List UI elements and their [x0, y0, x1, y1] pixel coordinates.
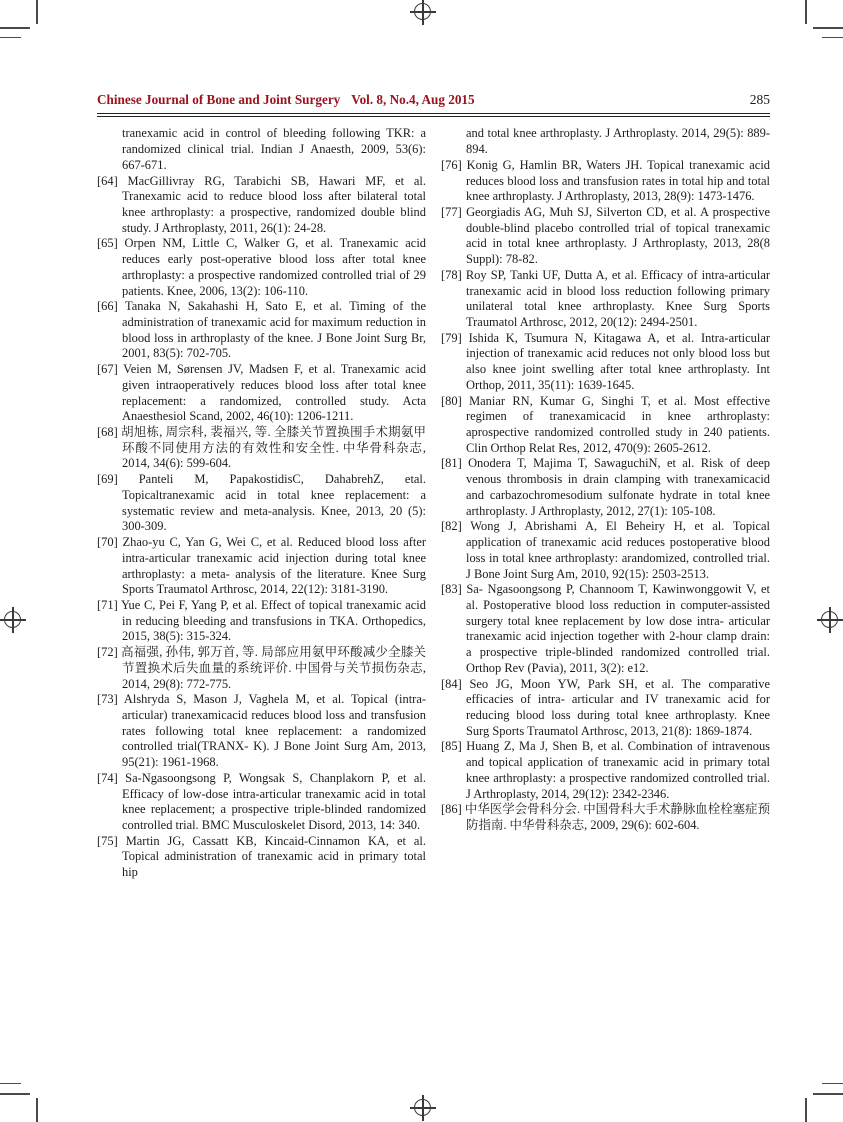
reference-item-73: [97, 692, 426, 771]
reference-number: [83]: [441, 582, 462, 597]
reference-text: Veien M, Sørensen JV, Madsen F, et al. Tranexamic acid given intraoperatively reduces blood loss after total knee replacement: a randomized, controlled study. Acta Anaesthesiol Scand, 2002, 46(10): 1206-1211.: [122, 362, 426, 424]
reference-number: [80]: [441, 393, 462, 408]
reference-continuation: [97, 126, 426, 173]
reference-item-77: [441, 205, 770, 268]
reference-continuation: [441, 126, 770, 157]
registration-mark-left-middle-icon: [0, 607, 26, 633]
reference-number: [75]: [97, 833, 118, 848]
reference-number: [69]: [97, 472, 118, 487]
reference-text: MacGillivray RG, Tarabichi SB, Hawari MF, et al. Tranexamic acid to reduce blood loss after bilateral total knee arthroplasty: a prospective, randomized double blind study. J Arthroplasty, 2011, 26(1): 24-28.: [122, 173, 426, 235]
reference-text: Huang Z, Ma J, Shen B, et al. Combination of intravenous and topical application of tranexamic acid in primary total knee arthroplasty: a prospective randomized controlled trial. J Arthroplasty, 2014, 29(12): 2342-2346.: [466, 739, 771, 801]
reference-number: [72]: [97, 645, 118, 660]
reference-columns: [97, 126, 770, 881]
reference-number: [70]: [97, 535, 118, 550]
reference-number: [66]: [97, 299, 118, 314]
reference-text: Roy SP, Tanki UF, Dutta A, et al. Efficacy of intra-articular tranexamic acid in blood loss reduction following primary unilateral total knee arthroplasty. Knee Surg Sports Traumatol Arthrosc, 2012, 20(12): 2494-2501.: [465, 267, 770, 330]
reference-item-81: [441, 456, 770, 519]
reference-text: 中华医学会骨科分会. 中国骨科大手术静脉血栓栓塞症预防指南. 中华骨科杂志, 2009, 29(6): 602-604.: [464, 802, 771, 833]
reference-text: Martin JG, Cassatt KB, Kincaid-Cinnamon KA, et al. Topical administration of tranexamic acid in primary total hip: [122, 833, 426, 880]
reference-text: Konig G, Hamlin BR, Waters JH. Topical tranexamic acid reduces blood loss and transfusion rates in total hip and total knee arthroplasty. J Arthroplasty, 2013, 28(9): 1473-1476.: [466, 157, 770, 204]
reference-number: [78]: [441, 267, 462, 282]
left-column: [97, 126, 426, 881]
reference-number: [76]: [441, 157, 462, 172]
reference-text: 胡旭栋, 周宗科, 裴福兴, 等. 全膝关节置换围手术期氨甲环酸不同使用方法的有效性和安全性. 中华骨科杂志, 2014, 34(6): 599-604.: [121, 425, 426, 471]
reference-text: and total knee arthroplasty. J Arthroplasty. 2014, 29(5): 889-894.: [466, 126, 770, 157]
reference-text: Maniar RN, Kumar G, Singhi T, et al. Most effective regimen of tranexamicacid in knee arthroplasty: aprospective randomized controlled study in 240 patients. Clin Orthop Relat Res, 2012, 470(9): 2605-2612.: [466, 393, 770, 455]
reference-text: Tanaka N, Sakahashi H, Sato E, et al. Timing of the administration of tranexamic acid for maximum reduction in blood loss in arthroplasty of the knee. J Bone Joint Surg Br, 2001, 83(5): 702-705.: [122, 299, 427, 361]
reference-number: [84]: [441, 676, 462, 691]
reference-number: [81]: [441, 456, 462, 471]
reference-item-79: [441, 331, 770, 394]
journal-name: Chinese Journal of Bone and Joint Surgery: [97, 92, 341, 107]
reference-number: [77]: [441, 204, 462, 219]
reference-item-68: [97, 425, 426, 472]
reference-number: [64]: [97, 173, 118, 188]
reference-item-78: [441, 268, 770, 331]
reference-number: [79]: [441, 330, 462, 345]
reference-text: Ishida K, Tsumura N, Kitagawa A, et al. Intra-articular injection of tranexamic acid reduces not only blood loss but also knee joint swelling after total knee arthroplasty. Int Orthop, 2011, 35(11): 1639-1645.: [466, 330, 770, 392]
page-header: [97, 92, 770, 108]
journal-issue: Vol. 8, No.4, Aug 2015: [351, 92, 475, 107]
reference-text: Wong J, Abrishami A, El Beheiry H, et al. Topical application of tranexamic acid reduces postoperative blood loss in total knee arthroplasty: arandomized, controlled trial. J Bone Joint Surg Am, 2010, 92(15): 2503-2513.: [466, 519, 771, 581]
reference-item-65: [97, 236, 426, 299]
reference-number: [67]: [97, 362, 118, 377]
reference-number: [85]: [441, 739, 462, 754]
reference-number: [68]: [97, 425, 118, 440]
reference-item-69: [97, 472, 426, 535]
reference-number: [71]: [97, 597, 118, 612]
reference-item-84: [441, 677, 770, 740]
reference-item-66: [97, 299, 426, 362]
reference-item-72: [97, 645, 426, 692]
reference-item-70: [97, 535, 426, 598]
registration-mark-bottom-center-icon: [410, 1095, 436, 1121]
reference-item-64: [97, 174, 426, 237]
reference-text: Zhao-yu C, Yan G, Wei C, et al. Reduced blood loss after intra-articular tranexamic acid injection during total knee arthroplasty: a meta- analysis of the literature. Knee Surg Sports Traumatol Arthrosc, 2014, 22(12): 3181-3190.: [122, 535, 426, 597]
reference-text: Orpen NM, Little C, Walker G, et al. Tranexamic acid reduces early post-operative blood loss after total knee arthroplasty: a prospective randomized controlled trial of 29 patients. Knee, 2006, 13(2): 106-110.: [122, 236, 427, 298]
reference-text: Onodera T, Majima T, SawaguchiN, et al. Risk of deep venous thrombosis in drain clamping with tranexamicacid and carbazochromesodium sulfonate hydrate in total knee arthroplasty. J Arthroplasty, 2012, 27(1): 105-108.: [466, 456, 770, 518]
journal-title: [97, 92, 475, 108]
right-column: [441, 126, 770, 881]
reference-item-86: [441, 802, 770, 833]
reference-item-74: [97, 771, 426, 834]
reference-text: Sa- Ngasoongsong P, Channoom T, Kawinwonggowit V, et al. Postoperative blood loss reduction in computer-assisted surgery total knee replacement by low dose intra- articular tranexamic acid injection together with 2-hour clamp drain: a prospective triple-blinded randomized controlled trial. Orthop Rev (Pavia), 2011, 3(2): e12.: [466, 582, 770, 675]
registration-mark-top-center-icon: [410, 0, 436, 25]
reference-item-85: [441, 739, 770, 802]
reference-number: [82]: [441, 519, 462, 534]
reference-text: tranexamic acid in control of bleeding following TKR: a randomized clinical trial. Indian J Anaesth, 2009, 53(6): 667-671.: [122, 126, 426, 172]
reference-text: Sa-Ngasoongsong P, Wongsak S, Chanplakorn P, et al. Efficacy of low-dose intra-articular tranexamic acid in total knee replacement; a prospective triple-blinded randomized controlled trial. BMC Musculoskelet Disord, 2013, 14: 340.: [122, 770, 426, 833]
reference-item-80: [441, 394, 770, 457]
reference-item-82: [441, 519, 770, 582]
reference-text: Panteli M, PapakostidisC, DahabrehZ, etal. Topicaltranexamic acid in total knee replacement: a systematic review and meta-analysis. Knee, 2013, 20 (5): 300-309.: [122, 472, 426, 534]
header-rule: [97, 113, 770, 117]
reference-item-76: [441, 158, 770, 205]
reference-number: [73]: [97, 692, 118, 707]
reference-text: 高福强, 孙伟, 郭万首, 等. 局部应用氨甲环酸减少全膝关节置换术后失血量的系统评价. 中国骨与关节损伤杂志, 2014, 29(8): 772-775.: [121, 645, 426, 691]
page-number: 285: [749, 92, 770, 107]
reference-number: [74]: [97, 770, 118, 785]
page-content: [97, 92, 770, 881]
reference-text: Alshryda S, Mason J, Vaghela M, et al. Topical (intra-articular) tranexamicacid reduces blood loss and transfusion rates following total knee replacement: a randomized controlled trial(TRANX- K). J Bone Joint Surg Am, 2013, 95(21): 1961-1968.: [122, 692, 426, 770]
reference-item-83: [441, 582, 770, 676]
reference-item-71: [97, 598, 426, 645]
reference-item-67: [97, 362, 426, 425]
registration-mark-right-middle-icon: [817, 607, 843, 633]
reference-text: Yue C, Pei F, Yang P, et al. Effect of topical tranexamic acid in reducing bleeding and transfusions in TKA. Orthopedics, 2015, 38(5): 315-324.: [120, 597, 426, 644]
reference-item-75: [97, 834, 426, 881]
reference-text: Georgiadis AG, Muh SJ, Silverton CD, et al. A prospective double-blind placebo controlled trial of topical tranexamic acid in total knee arthroplasty. J Arthroplasty, 2013, 28(8 Suppl): 78-82.: [466, 204, 771, 267]
reference-number: [86]: [441, 802, 462, 817]
reference-text: Seo JG, Moon YW, Park SH, et al. The comparative efficacies of intra- articular and IV tranexamic acid for reducing blood loss during total knee arthroplasty. Knee Surg Sports Traumatol Arthrosc, 2013, 21(8): 1869-1874.: [466, 676, 770, 738]
reference-number: [65]: [97, 236, 118, 251]
